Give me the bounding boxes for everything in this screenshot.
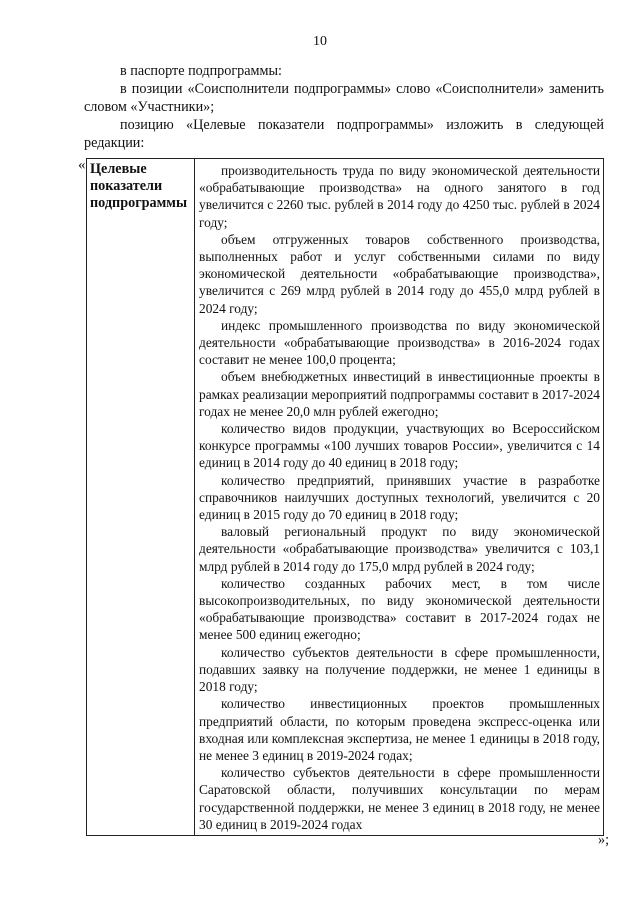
indicator-item: объем внебюджетных инвестиций в инвестиционные проекты в рамках реализации мероприятий подпрограммы составит в 2017-2024 годах не менее 20,0 млн рублей ежегодно;: [199, 369, 600, 419]
row-label: Целевые показатели подпрограммы: [90, 161, 188, 211]
indicator-item: количество видов продукции, участвующих во Всероссийском конкурсе программы «100 лучших товаров России», увеличится с 14 единиц в 2014 году до 40 единиц в 2018 году;: [199, 421, 600, 471]
passport-table: [86, 158, 604, 836]
indicator-item: количество созданных рабочих мест, в том числе высокопроизводительных, по виду экономической деятельности «обрабатывающие производства» составит в 2017-2024 годах не менее 500 единиц ежегодно;: [199, 575, 600, 643]
content-cell: [195, 159, 604, 836]
indicator-item: производительность труда по виду экономической деятельности «обрабатывающие производства» на одного занятого в год увеличится с 2260 тыс. рублей в 2014 году до 4250 тыс. рублей в 2024 году;: [199, 163, 600, 230]
opening-quote-mark: «: [78, 157, 86, 173]
indicator-item: количество субъектов деятельности в сфере промышленности, подавших заявку на получение поддержки, не менее 1 единицы в 2018 году;: [199, 644, 600, 695]
table-row: [87, 159, 604, 836]
indicator-item: объем отгруженных товаров собственного производства, выполненных работ и услуг собственными силами по виду экономической деятельности «обрабатывающие производства», увеличится с 269 млрд рублей в 2014 году до 455,0 млрд рублей в 2024 году;: [199, 231, 600, 316]
label-cell: [87, 159, 195, 836]
indicator-item: индекс промышленного производства по виду экономической деятельности «обрабатывающие производства» в 2016-2024 годах составит не менее 100,0 процента;: [199, 317, 600, 368]
page-number: 10: [313, 34, 327, 49]
closing-quote-mark: »;: [598, 832, 610, 848]
indicator-item: валовый региональный продукт по виду экономической деятельности «обрабатывающие производства» увеличится с 103,1 млрд рублей в 2014 году до 175,0 млрд рублей в 2024 году;: [199, 524, 600, 574]
intro-line-target-indicators: позицию «Целевые показатели подпрограммы» изложить в следующей редакции:: [84, 117, 604, 151]
intro-text: [84, 62, 604, 152]
intro-line-passport: в паспорте подпрограммы:: [120, 63, 282, 79]
indicator-item: количество предприятий, принявших участие в разработке справочников наилучших доступных технологий, увеличится с 20 единиц в 2015 году до 70 единиц в 2018 году;: [199, 472, 600, 523]
indicator-item: количество субъектов деятельности в сфере промышленности Саратовской области, получивших консультации по мерам государственной поддержки, не менее 3 единиц в 2018 году, не менее 30 единиц в 2019-2024 годах: [199, 765, 600, 832]
intro-line-coexecutors: в позиции «Соисполнители подпрограммы» слово «Соисполнители» заменить словом «Участники»;: [84, 81, 604, 115]
indicator-item: количество инвестиционных проектов промышленных предприятий области, по которым проведена экспресс-оценка или входная или комплексная экспертиза, не менее 1 единицы в 2018 году, не менее 3 единиц в 2019-2024 годах;: [199, 696, 600, 763]
